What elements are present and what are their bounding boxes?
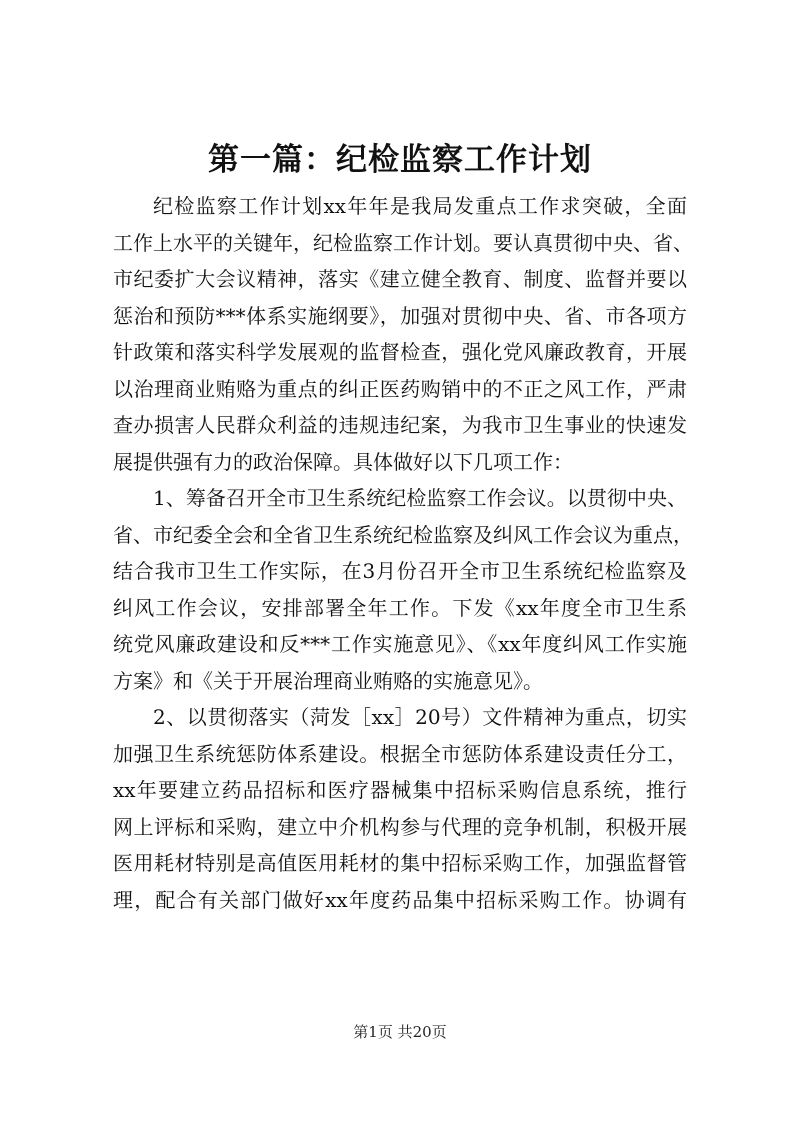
text-line: 网上评标和采购，建立中介机构参与代理的竞争机制，积极开展: [113, 814, 687, 839]
text-line: 结合我市卫生工作实际，在3月份召开全市卫生系统纪检监察及: [113, 559, 687, 583]
text-line: 统党风廉政建设和反***工作实施意见》、《xx年度纠风工作实施: [113, 632, 687, 656]
text-line: 加强卫生系统惩防体系建设。根据全市惩防体系建设责任分工，: [113, 741, 687, 766]
document-title: 第一篇：纪检监察工作计划: [208, 142, 592, 178]
page-footer: 第1页 共20页: [353, 1023, 447, 1041]
text-line: 查办损害人民群众利益的违规违纪案，为我市卫生事业的快速发: [113, 413, 687, 437]
text-line: 理，配合有关部门做好xx年度药品集中招标采购工作。协调有: [113, 887, 687, 912]
text-line: xx年要建立药品招标和医疗器械集中招标采购信息系统，推行: [113, 778, 687, 802]
text-line: 工作上水平的关键年，纪检监察工作计划。要认真贯彻中央、省、: [113, 230, 693, 255]
text-line: 市纪委扩大会议精神，落实《建立健全教育、制度、监督并要以: [113, 267, 687, 291]
text-line: 1、筹备召开全市卫生系统纪检监察工作会议。以贯彻中央、: [153, 486, 687, 510]
text-line: 医用耗材特别是高值医用耗材的集中招标采购工作，加强监督管: [113, 851, 687, 875]
text-line: 惩治和预防***体系实施纲要》，加强对贯彻中央、省、市各项方: [113, 303, 687, 328]
document-body: [113, 188, 693, 918]
text-line: 纠风工作会议，安排部署全年工作。下发《xx年度全市卫生系: [113, 595, 687, 620]
text-line: 纪检监察工作计划xx年年是我局发重点工作求突破，全面: [153, 194, 687, 218]
text-line: 方案》和《关于开展治理商业贿赂的实施意见》。: [113, 668, 543, 693]
text-line: 展提供强有力的政治保障。具体做好以下几项工作：: [113, 449, 573, 474]
text-line: 以治理商业贿赂为重点的纠正医药购销中的不正之风工作，严肃: [113, 376, 687, 401]
text-line: 省、市纪委全会和全省卫生系统纪检监察及纠风工作会议为重点，: [113, 522, 693, 547]
text-line: 针政策和落实科学发展观的监督检查，强化党风廉政教育，开展: [113, 340, 687, 364]
text-line: 2、以贯彻落实（菏发［xx］20号）文件精神为重点，切实: [153, 705, 687, 729]
